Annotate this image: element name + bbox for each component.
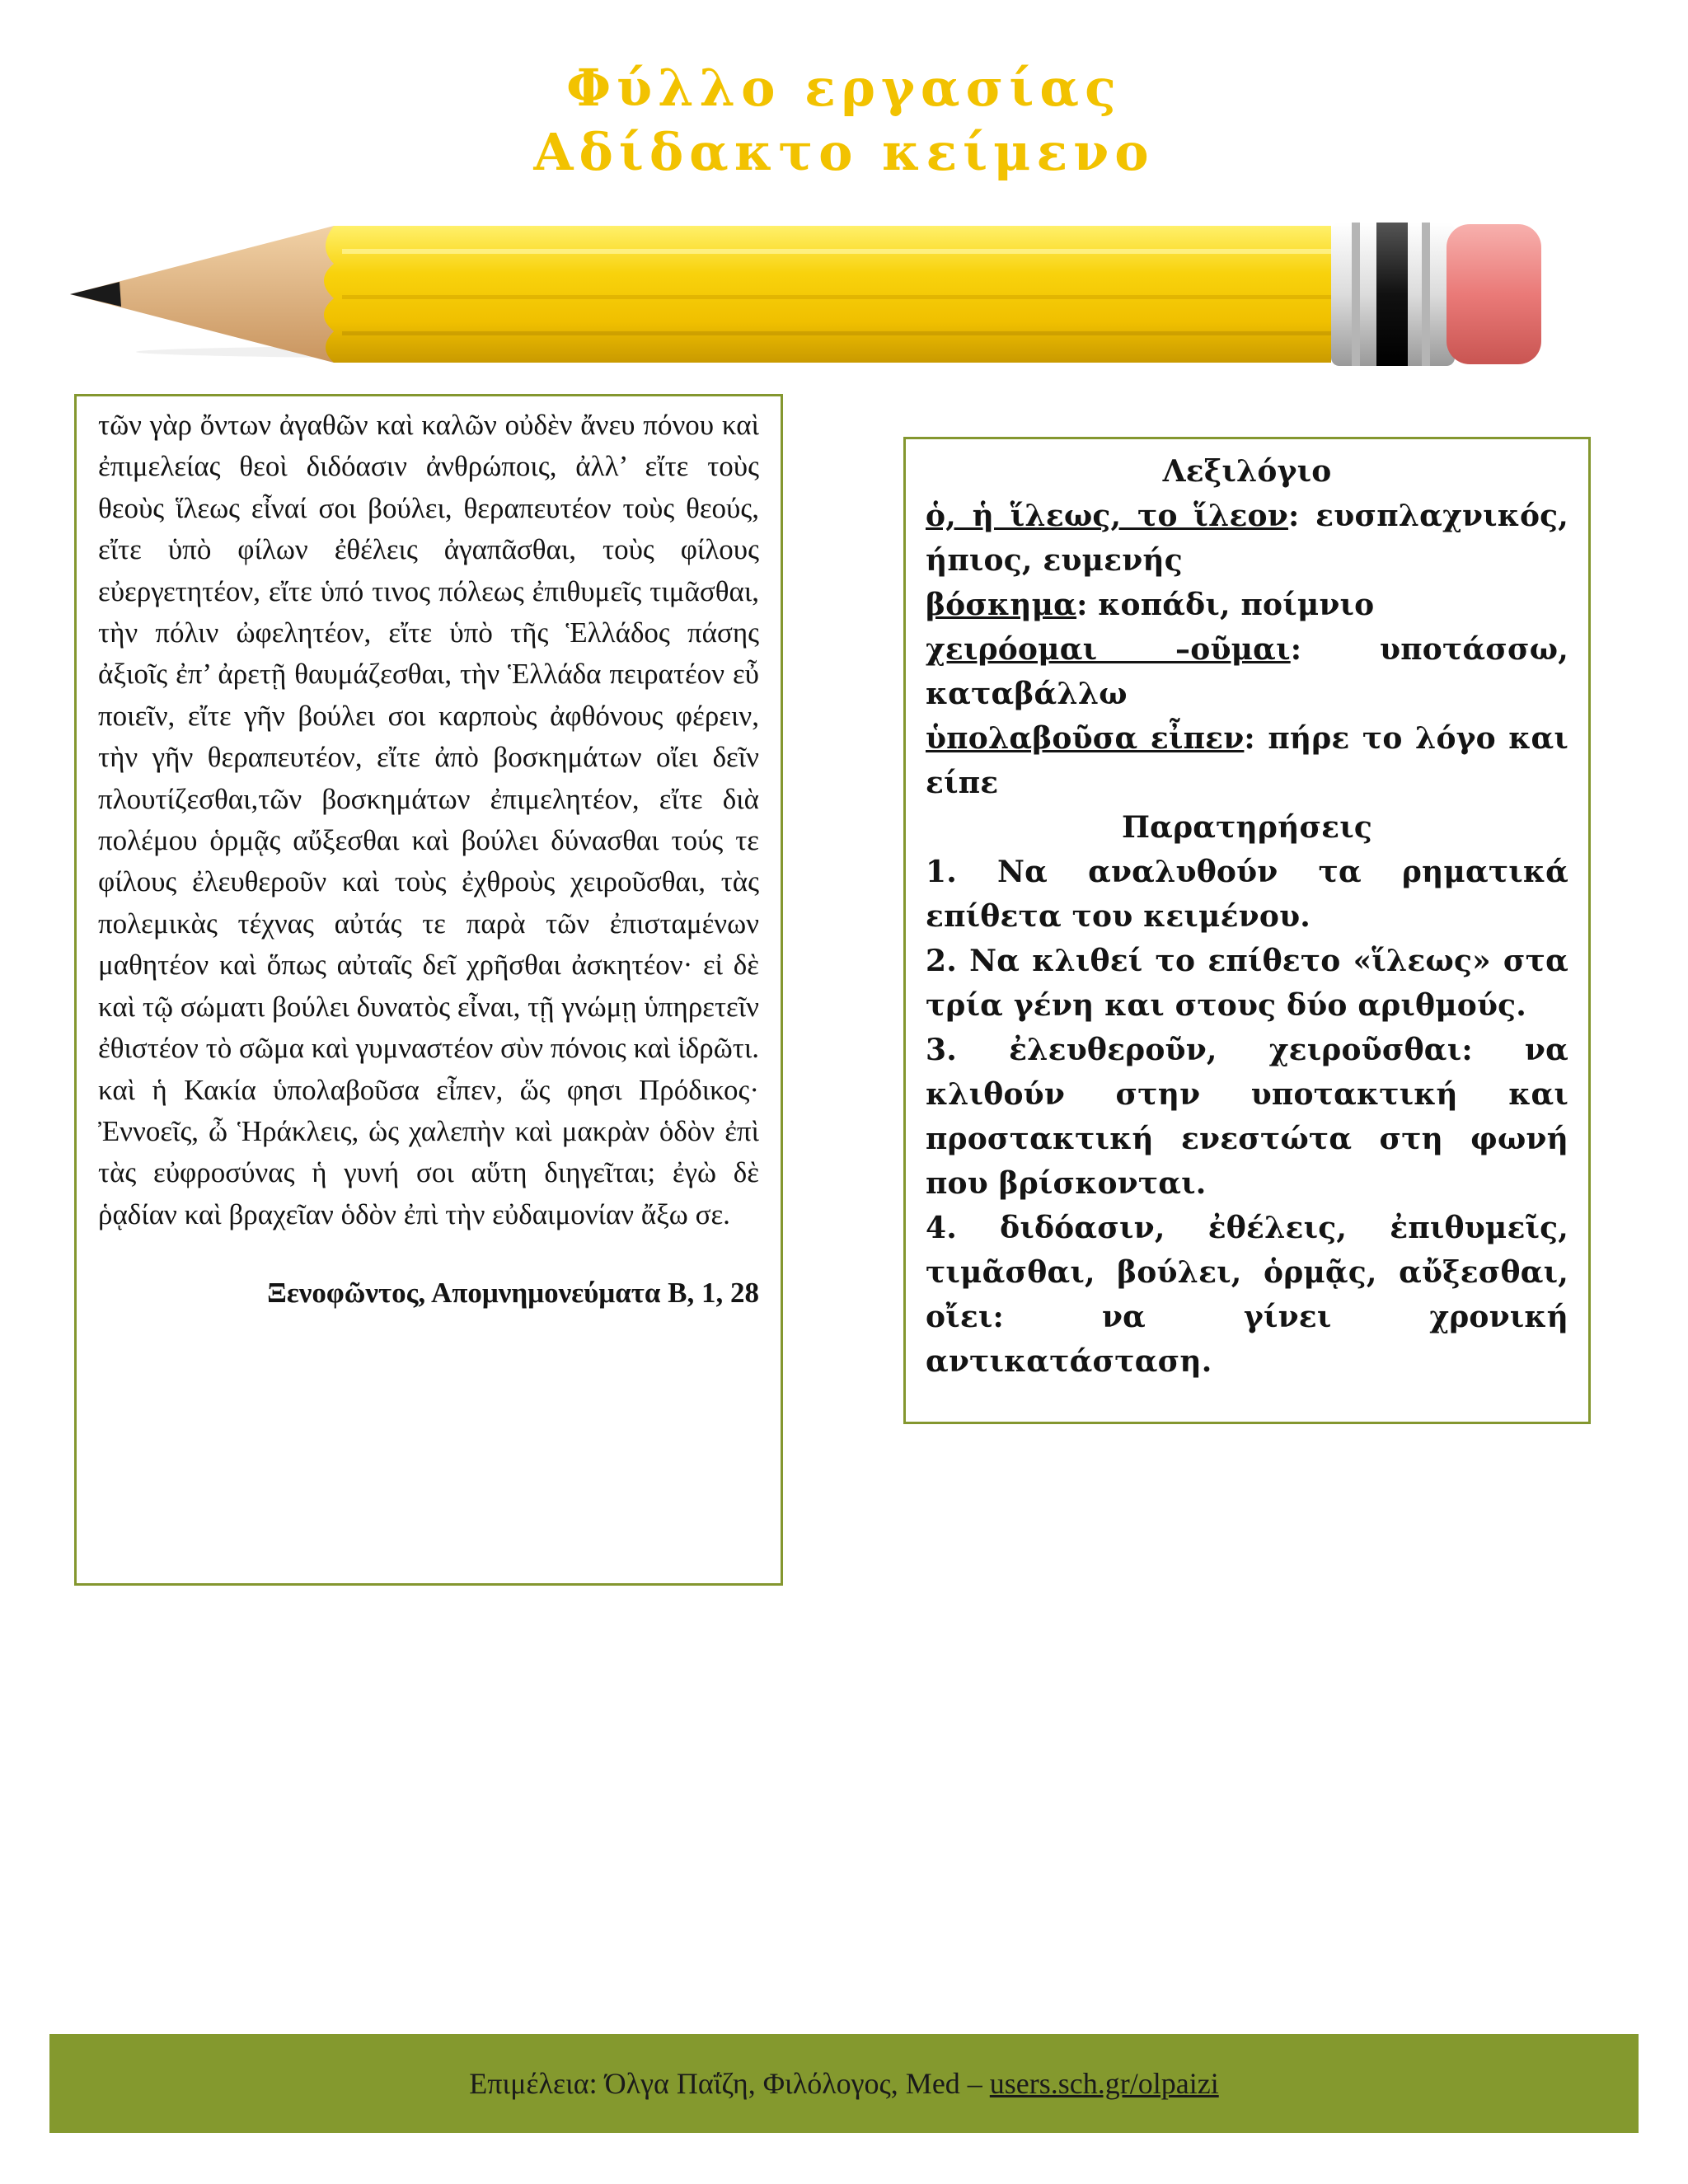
note-item: 3. ἐλευθεροῦν, χειροῦσθαι: να κλιθούν στην υποτακτική και προστακτική ενεστώτα στη φωνή που βρίσκονται. (926, 1033, 1568, 1201)
pencil-eraser (1447, 224, 1541, 364)
vocabulary-box (903, 437, 1591, 1424)
ancient-passage: τῶν γὰρ ὄντων ἀγαθῶν καὶ καλῶν οὐδὲν ἄνευ πόνου καὶ ἐπιμελείας θεοὶ διδόασιν ἀνθρώποις, ἀλλ’ εἴτε τοὺς θεοὺς ἵλεως εἶναί σοι βούλει, θεραπευτέον τοὺς θεούς, εἴτε ὑπὸ φίλων ἐθέλεις ἀγαπᾶσθαι, τοὺς φίλους εὐεργετητέον, εἴτε ὑπό τινος πόλεως ἐπιθυμεῖς τιμᾶσθαι, τὴν πόλιν ὠφελητέον, εἴτε ὑπὸ τῆς Ἑλλάδος πάσης ἀξιοῖς ἐπ’ ἀρετῇ θαυμάζεσθαι, τὴν Ἑλλάδα πειρατέον εὖ ποιεῖν, εἴτε γῆν βούλει σοι καρποὺς ἀφθόνους φέρειν, τὴν γῆν θεραπευτέον, εἴτε ἀπὸ βοσκημάτων οἴει δεῖν πλουτίζεσθαι,τῶν βοσκημάτων ἐπιμελητέον, εἴτε διὰ πολέμου ὁρμᾷς αὔξεσθαι καὶ βούλει δύνασθαι τούς τε φίλους ἐλευθεροῦν καὶ τοὺς ἐχθροὺς χειροῦσθαι, τὰς πολεμικὰς τέχνας αὐτάς τε παρὰ τῶν ἐπισταμένων μαθητέον καὶ ὅπως αὐταῖς δεῖ χρῆσθαι ἀσκητέον· εἰ δὲ καὶ τῷ σώματι βούλει δυνατὸς εἶναι, τῇ γνώμῃ ὑπηρετεῖν ἐθιστέον τὸ σῶμα καὶ γυμναστέον σὺν πόνοις καὶ ἱδρῶτι. καὶ ἡ Κακία ὑπολαβοῦσα εἶπεν, ὥς φησι Πρόδικος· Ἐννοεῖς, ὦ Ἡράκλεις, ὡς χαλεπὴν καὶ μακρὰν ὁδὸν ἐπὶ τὰς εὐφροσύνας ἡ γυνή σοι αὕτη διηγεῖται; ἐγὼ δὲ ῥᾳδίαν καὶ βραχεῖαν ὁδὸν ἐπὶ τὴν εὐδαιμονίαν ἄξω σε. (98, 409, 759, 1230)
vocab-term: χειρόομαι –οῦμαι (926, 632, 1291, 667)
note-item: 1. Να αναλυθούν τα ρηματικά επίθετα του κειμένου. (926, 855, 1568, 934)
vocab-entry (926, 627, 1568, 716)
pencil-illustration (70, 216, 1554, 373)
vocab-term: βόσκημα (926, 588, 1077, 622)
ancient-text-box (74, 394, 783, 1586)
note-item: 2. Να κλιθεί το επίθετο «ἵλεως» στα τρία γένη και στους δύο αριθμούς. (926, 944, 1568, 1023)
footer-link[interactable]: users.sch.gr/olpaizi (989, 2067, 1219, 2100)
vocabulary-heading: Λεξιλόγιο (1162, 454, 1332, 489)
vocab-entry (926, 494, 1568, 583)
footer-bar (49, 2034, 1639, 2133)
vocab-term: ὑπολαβοῦσα εἶπεν (926, 721, 1245, 756)
vocab-term: ὁ, ἡ ἵλεως, το ἵλεον (926, 499, 1288, 533)
vocab-definition: : κοπάδι, ποίμνιο (1076, 588, 1375, 622)
pencil-lead (70, 282, 121, 307)
vocab-entry (926, 583, 1568, 627)
vocab-definition: : υποτάσσω, καταβάλλω (926, 632, 1568, 711)
page-title-line1: Φύλλο εργασίας (566, 58, 1122, 118)
source-citation: Ξενοφῶντος, Απομνημονεύματα Β, 1, 28 (267, 1277, 759, 1310)
footer-credit: Επιμέλεια: Όλγα Παΐζη, Φιλόλογος, Med – (469, 2067, 990, 2100)
notes-heading: Παρατηρήσεις (1121, 810, 1373, 845)
page-title-line2: Αδίδακτο κείμενο (533, 122, 1155, 182)
vocab-definition: : ευσπλαχνικός, ήπιος, ευμενής (926, 499, 1569, 578)
vocab-entry (926, 716, 1568, 805)
note-item: 4. διδόασιν, ἐθέλεις, ἐπιθυμεῖς, τιμᾶσθαι, βούλει, ὁρμᾷς, αὔξεσθαι, οἴει: να γίνει χρονική αντικατάσταση. (926, 1211, 1568, 1379)
vocab-definition: : πήρε το λόγο και είπε (926, 721, 1568, 800)
pencil-black-band (1376, 223, 1408, 366)
pencil-body (324, 226, 1331, 363)
